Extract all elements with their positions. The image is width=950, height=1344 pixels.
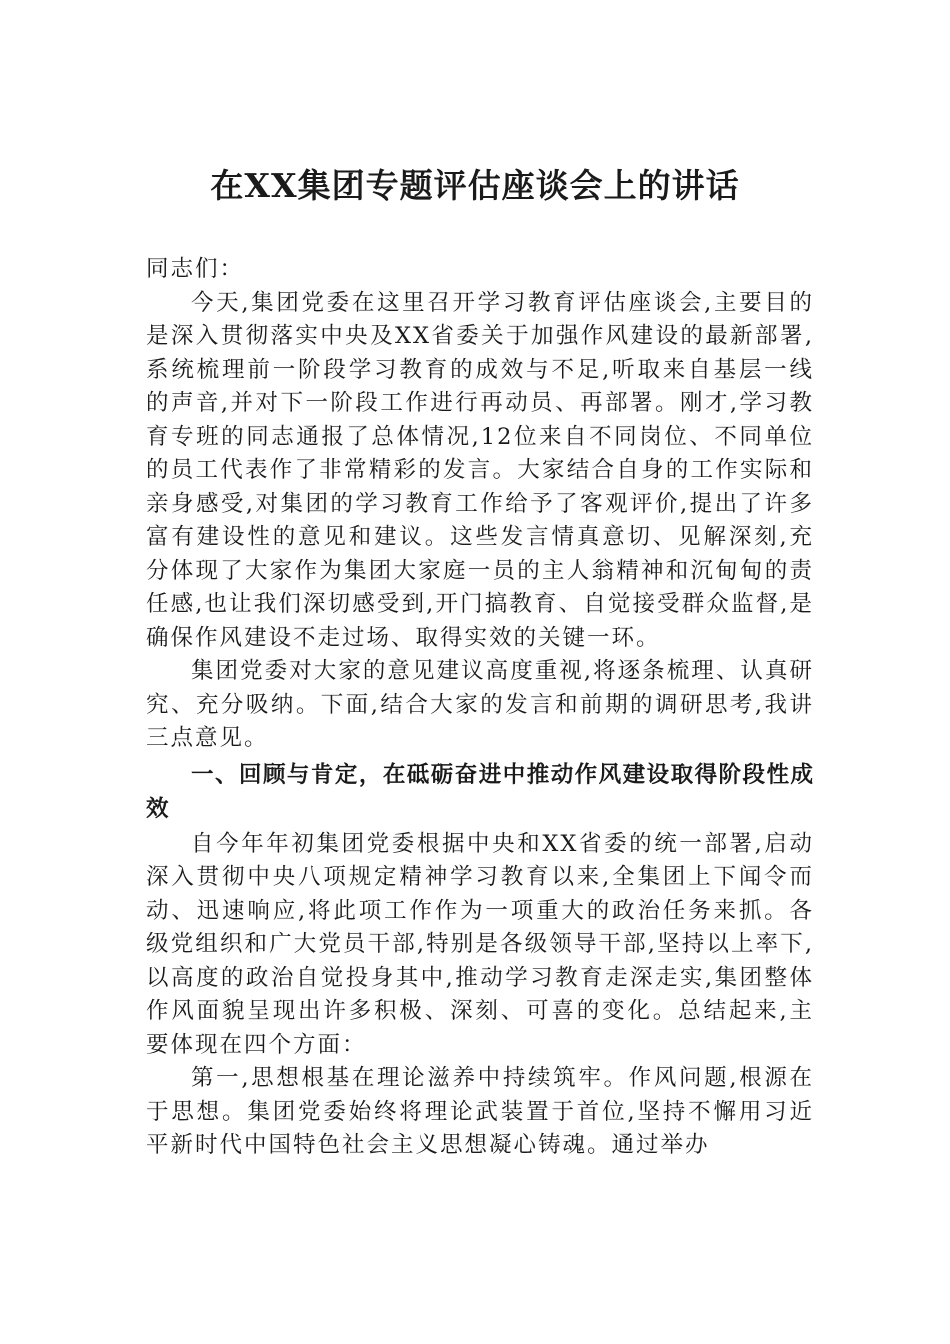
document-body	[146, 253, 814, 1163]
body-paragraph: 第一,思想根基在理论滋养中持续筑牢。作风问题,根源在于思想。集团党委始终将理论武装置于首位,坚持不懈用习近平新时代中国特色社会主义思想凝心铸魂。通过举办	[146, 1065, 814, 1158]
body-paragraph: 自今年年初集团党委根据中央和XX省委的统一部署,启动深入贯彻中央八项规定精神学习教育以来,全集团上下闻令而动、迅速响应,将此项工作作为一项重大的政治任务来抓。各级党组织和广大党员干部,特别是各级领导干部,坚持以上率下,以高度的政治自觉投身其中,推动学习教育走深走实,集团整体作风面貌呈现出许多积极、深刻、可喜的变化。总结起来,主要体现在四个方面：	[146, 830, 814, 1058]
document-title: 在XX集团专题评估座谈会上的讲话	[210, 166, 740, 205]
section-heading: 一、回顾与肯定，在砥砺奋进中推动作风建设取得阶段性成效	[146, 761, 814, 822]
body-paragraph: 集团党委对大家的意见建议高度重视,将逐条梳理、认真研究、充分吸纳。下面,结合大家的发言和前期的调研思考,我讲三点意见。	[146, 658, 814, 751]
body-paragraph: 今天,集团党委在这里召开学习教育评估座谈会,主要目的是深入贯彻落实中央及XX省委关于加强作风建设的最新部署,系统梳理前一阶段学习教育的成效与不足,听取来自基层一线的声音,并对下一阶段工作进行再动员、再部署。刚才,学习教育专班的同志通报了总体情况,12位来自不同岗位、不同单位的员工代表作了非常精彩的发言。大家结合自身的工作实际和亲身感受,对集团的学习教育工作给予了客观评价,提出了许多富有建设性的意见和建议。这些发言情真意切、见解深刻,充分体现了大家作为集团大家庭一员的主人翁精神和沉甸甸的责任感,也让我们深切感受到,开门搞教育、自觉接受群众监督,是确保作风建设不走过场、取得实效的关键一环。	[146, 289, 814, 651]
salutation: 同志们：	[146, 256, 245, 282]
